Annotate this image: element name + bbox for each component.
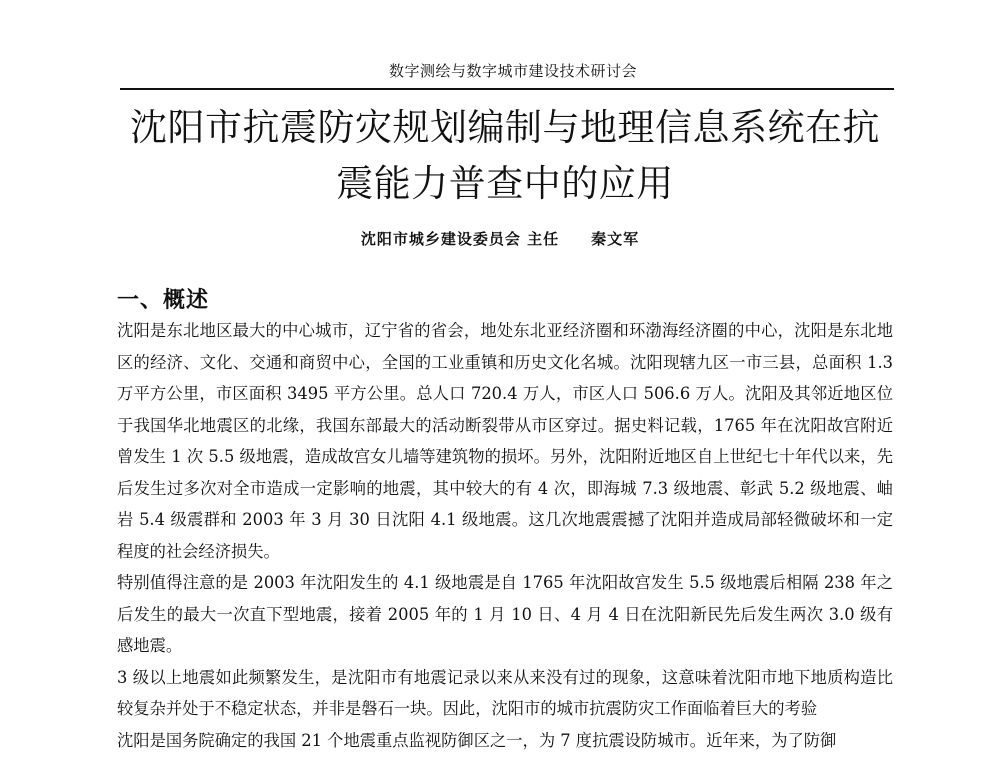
author-line: 沈阳市城乡建设委员会 主任 秦文军 [360,230,640,248]
page-title [110,100,900,212]
title-line-2: 震能力普查中的应用 [336,162,674,205]
paragraph-3: 3 级以上地震如此频繁发生，是沈阳市有地震记录以来从来没有过的现象，这意味着沈阳市地下地质构造比较复杂并处于不稳定状态，并非是磐石一块。因此，沈阳市的城市抗震防灾工作面临着巨大的考验 [117,667,893,718]
title-line-1: 沈阳市抗震防灾规划编制与地理信息系统在抗 [130,106,880,149]
section-heading: 一、概述 [117,288,210,313]
conference-header: 数字测绘与数字城市建设技术研讨会 [388,62,637,80]
paragraph-1: 沈阳是东北地区最大的中心城市，辽宁省的省会，地处东北亚经济圈和环渤海经济圈的中心，沈阳是东北地区的经济、文化、交通和商贸中心，全国的工业重镇和历史文化名城。沈阳现辖九区一市三县，总面积 1.3 万平方公里，市区面积 3495 平方公里。总人口 720.4 万人，市区人口 506.6 万人。沈阳及其邻近地区位于我国华北地震区的北缘，我国东部最大的活动断裂带从市区穿过。据史料记载，1765 年在沈阳故宫附近曾发生 1 次 5.5 级地震，造成故宫女儿墙等建筑物的损坏。另外，沈阳附近地区自上世纪七十年代以来，先后发生过多次对全市造成一定影响的地震，其中较大的有 4 次，即海城 7.3 级地震、彰武 5.2 级地震、岫岩 5.4 级震群和 2003 年 3 月 30 日沈阳 4.1 级地震。这几次地震震撼了沈阳并造成局部轻微破坏和一定程度的社会经济损失。 [117,321,893,561]
body-text [117,315,893,756]
paragraph-4: 沈阳是国务院确定的我国 21 个地震重点监视防御区之一，为 7 度抗震设防城市。近年来，为了防御 [117,730,837,750]
paragraph-2: 特别值得注意的是 2003 年沈阳发生的 4.1 级地震是自 1765 年沈阳故宫发生 5.5 级地震后相隔 238 年之后发生的最大一次直下型地震，接着 2005 年的 1 月 10 日、4 月 4 日在沈阳新民先后发生两次 3.0 级有感地震。 [117,573,893,655]
header-rule [120,88,894,90]
